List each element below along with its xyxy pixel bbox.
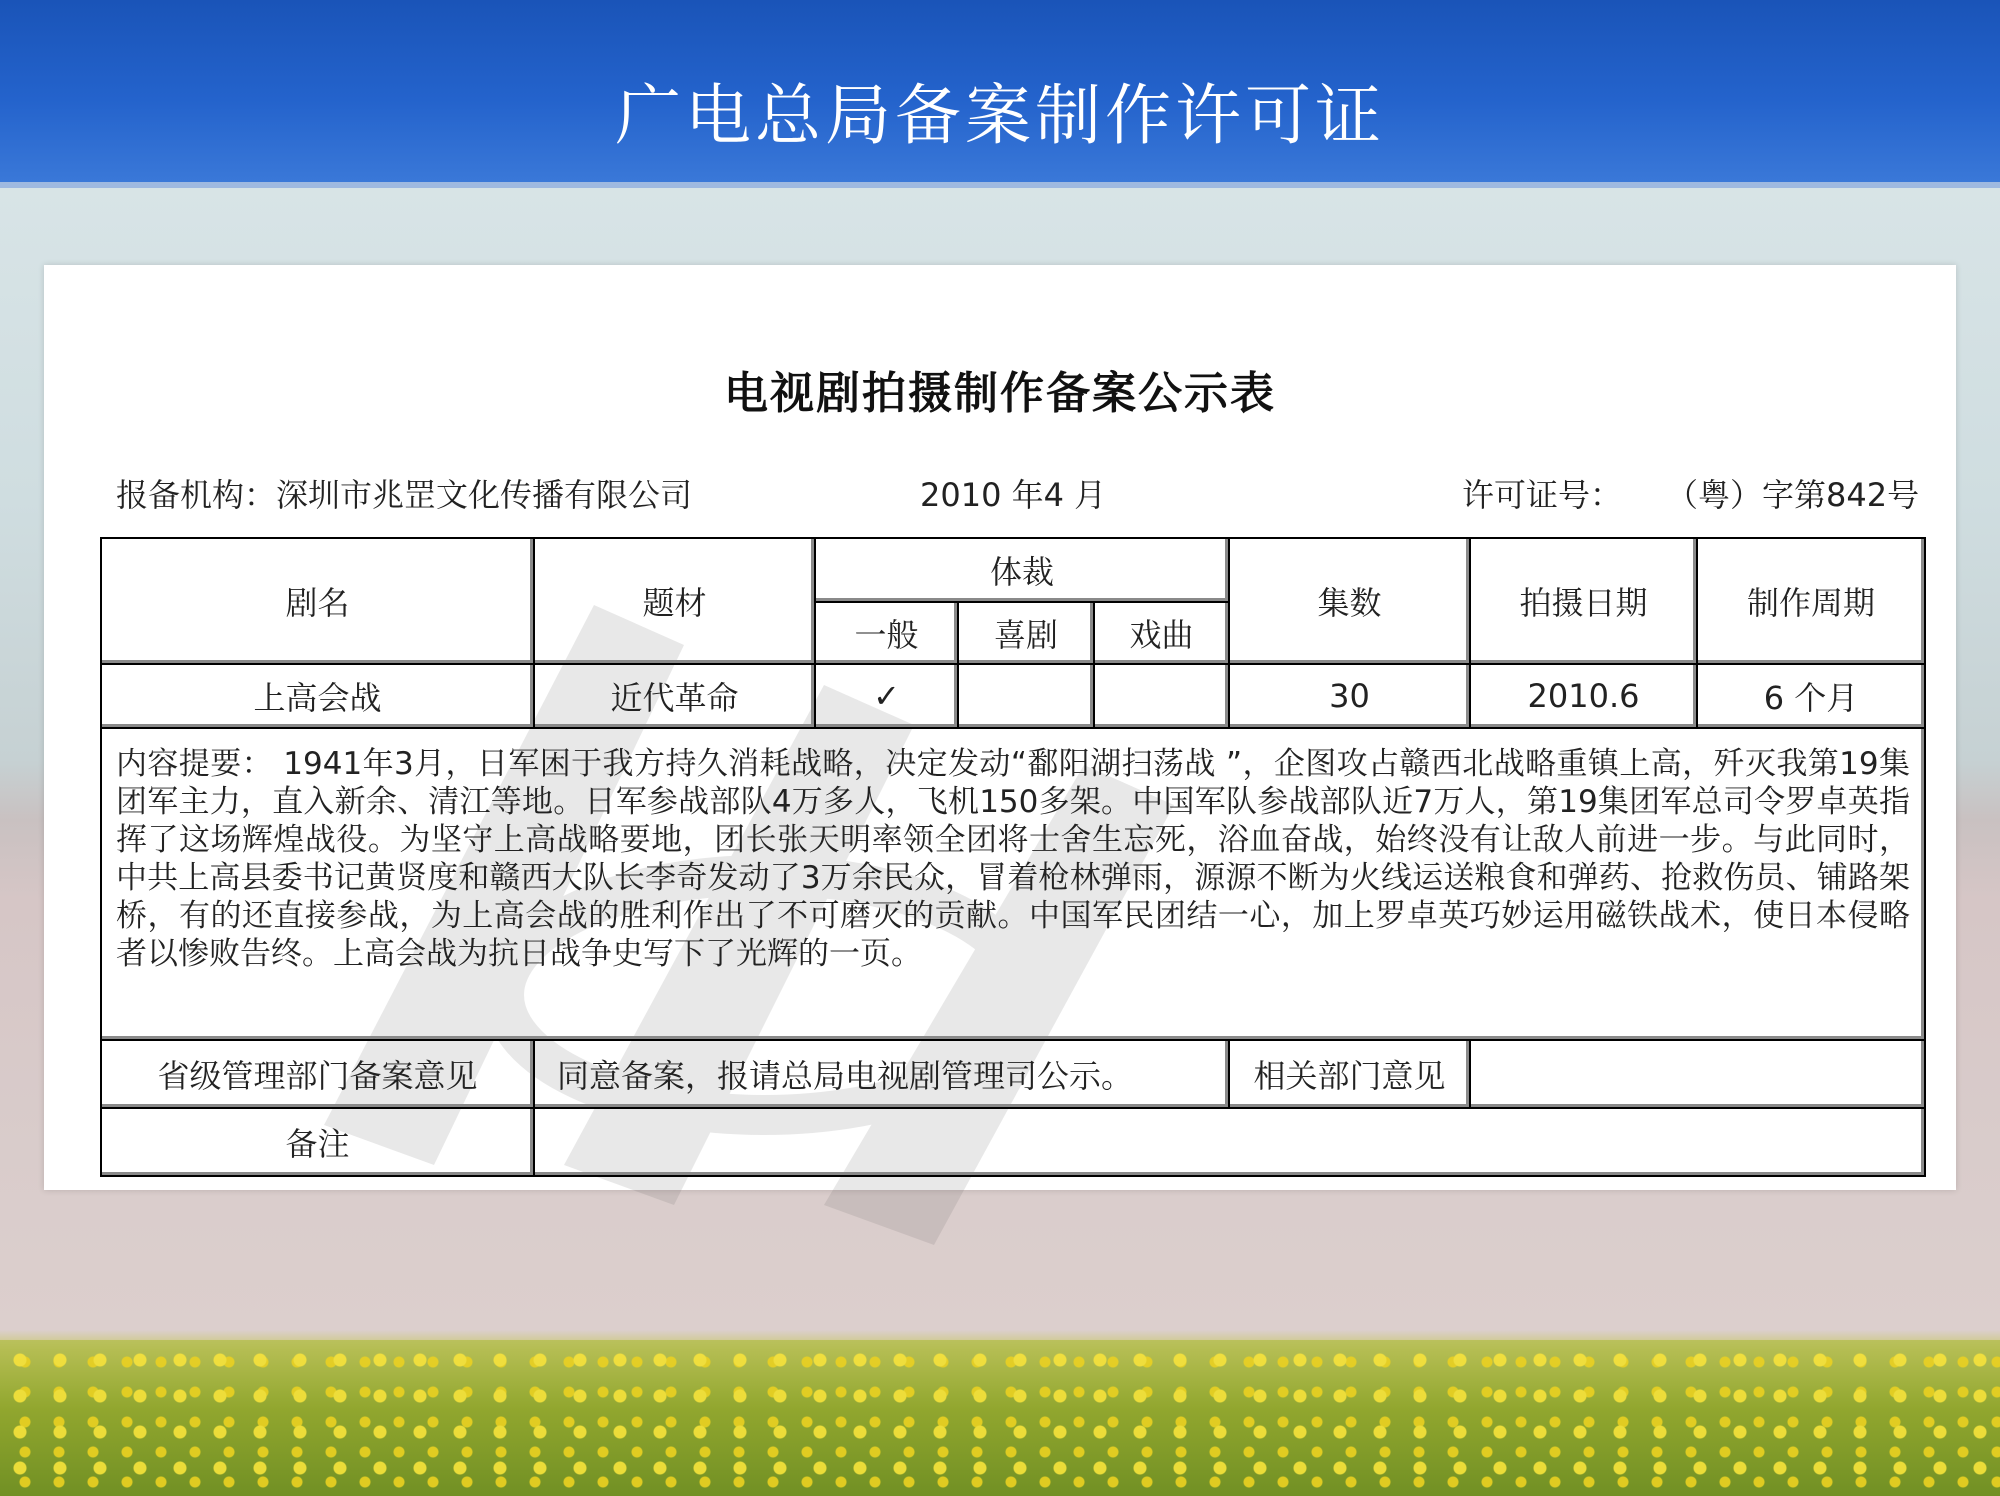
slide-title-bar <box>0 0 2000 188</box>
cell-shoot-date: 2010.6 <box>1470 664 1697 728</box>
header-episodes: 集数 <box>1229 538 1470 664</box>
license-label: 许可证号： <box>1462 476 1623 514</box>
flower-field-background <box>0 1340 2000 1496</box>
related-label: 相关部门意见 <box>1229 1040 1470 1108</box>
header-period: 制作周期 <box>1697 538 1925 664</box>
related-opinion <box>1470 1040 1925 1108</box>
slide-title: 广电总局备案制作许可证 <box>615 77 1385 154</box>
cell-subject: 近代革命 <box>534 664 815 728</box>
cell-general-checkmark: ✓ <box>815 664 958 728</box>
header-genre-comedy: 喜剧 <box>958 602 1094 664</box>
header-subject: 题材 <box>534 538 815 664</box>
cell-episodes: 30 <box>1229 664 1470 728</box>
cell-comedy <box>958 664 1094 728</box>
org-label: 报备机构：深圳市兆罡文化传播有限公司 <box>116 476 693 514</box>
header-name: 剧名 <box>101 538 534 664</box>
remarks-label: 备注 <box>101 1108 534 1176</box>
document-card <box>44 265 1956 1190</box>
content-summary: 内容提要： 1941年3月，日军困于我方持久消耗战略，决定发动“鄱阳湖扫荡战 ”，企图攻占赣西北战略重镇上高，歼灭我第19集团军主力，直入新余、清江等地。日军参战部队4万多人，飞机150多架。中国军队参战部队近7万人，第19集团军总司令罗卓英指挥了这场辉煌战役。为坚守上高战略要地，团长张天明率领全团将士舍生忘死，浴血奋战，始终没有让敌人前进一步。与此同时，中共上高县委书记黄贤度和赣西大队长李奇发动了3万余民众，冒着枪林弹雨，源源不断为火线运送粮食和弹药、抢救伤员、铺路架桥，有的还直接参战，为上高会战的胜利作出了不可磨灭的贡献。中国军民团结一心，加上罗卓英巧妙运用磁铁战术，使日本侵略者以惨败告终。上高会战为抗日战争史写下了光辉的一页。 <box>101 728 1925 1040</box>
provincial-label: 省级管理部门备案意见 <box>101 1040 534 1108</box>
header-genre-general: 一般 <box>815 602 958 664</box>
header-genre: 体裁 <box>815 538 1229 602</box>
cell-opera <box>1094 664 1229 728</box>
header-shoot-date: 拍摄日期 <box>1470 538 1697 664</box>
header-genre-opera: 戏曲 <box>1094 602 1229 664</box>
cell-period: 6 个月 <box>1697 664 1925 728</box>
filing-date: 2010 年4 月 <box>920 476 1107 514</box>
cell-name: 上高会战 <box>101 664 534 728</box>
remarks-value <box>534 1108 1925 1176</box>
filing-table <box>100 537 1926 1177</box>
document-title: 电视剧拍摄制作备案公示表 <box>724 368 1276 419</box>
provincial-opinion: 同意备案，报请总局电视剧管理司公示。 <box>534 1040 1229 1108</box>
license-number: （粤）字第842号 <box>1666 476 1920 514</box>
